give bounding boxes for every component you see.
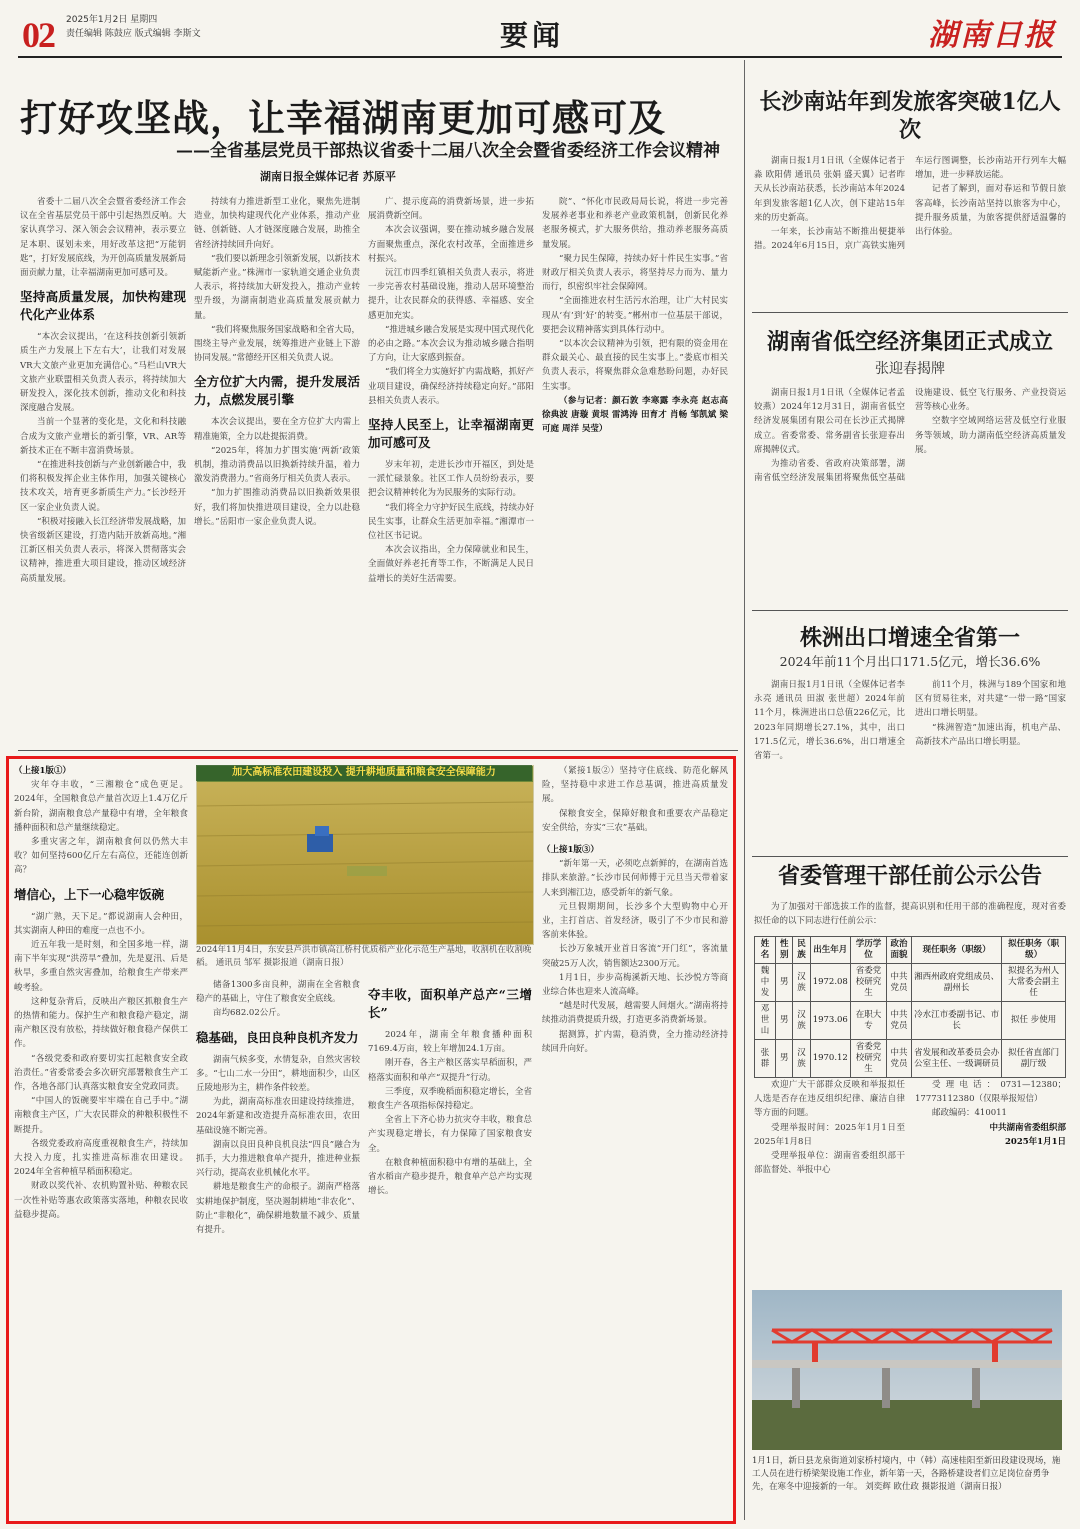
paragraph: 多重灾害之年，湖南粮食何以仍然大丰收？如何坚持600亿斤左右高位，还能连创新高？: [14, 837, 188, 876]
paragraph: 记者了解到，面对春运和节假日旅客高峰，长沙南站坚持以旅客为中心，提升服务质量，为旅客提供舒适温馨的出行体验。: [915, 184, 1066, 238]
feature-column-1: [14, 764, 188, 1519]
paragraph: （紧接1版②）坚持守住底线、防范化解风险，坚持稳中求进工作总基调，推进高质量发展。: [542, 766, 728, 805]
table-row: [755, 1040, 1066, 1078]
reporter-credits: （参与记者：颜石敦 李寒露 李永亮 赵志高 徐典波 唐璇 黄垠 雷鸿涛 田育才 肖畅 邹凯斌 梁可庭 周洋 吴莹）: [542, 395, 728, 435]
table-header: 姓名: [755, 937, 776, 964]
article-column-4: [542, 195, 728, 750]
table-cell: 男: [776, 964, 793, 1002]
paragraph: “推进城乡融合发展是实现中国式现代化的必由之路。”本次会议为推动城乡融合指明了方向，让大家感到振奋。: [368, 324, 534, 364]
paragraph: “2025年，将加力扩围实施‘两新’政策机制，推动消费品以旧换新持续升温，着力激发消费潜力。”省商务厅相关负责人表示。: [194, 445, 360, 485]
article-headline-lowaltitude: 湖南省低空经济集团正式成立: [766, 329, 1053, 355]
table-cell: 1970.12: [810, 1040, 850, 1078]
paragraph: “中国人的饭碗要牢牢端在自己手中。”湖南粮食主产区，广大农民群众的种粮积极性不断提升。: [14, 1096, 188, 1135]
table-row: [755, 964, 1066, 1002]
paragraph: 灾年夺丰收，“三湘粮仓”成色更足。2024年，全国粮食总产量首次迈上1.4万亿斤新台阶，湖南粮食总产量稳中有增，全年粮食播种面积和总产量继续稳定。: [14, 780, 188, 833]
table-cell: 男: [776, 1040, 793, 1078]
paragraph: 储备1300多亩良种，湖南在全省粮食稳产的基础上，守住了粮食安全底线。: [196, 980, 360, 1005]
article-column-1: [20, 195, 186, 750]
paragraph: “湖广熟，天下足。”都说湖南人会种田，其实湖南人种田的难度一点也不小。: [14, 911, 188, 936]
paragraph: 保粮食安全，保障好粮食和重要农产品稳定安全供给，夯实“三农”基础。: [542, 808, 728, 833]
paragraph: “本次会议提出，‘在这科技创新引领新质生产力发展上下左右大’，让我们对发展VR大文旅产业更加充满信心。”马栏山VR大文旅产业联盟相关负责人表示，将持续加大研发投入，深化技术创新，推动文化和科技深度融合发展。: [20, 332, 186, 414]
divider: [752, 856, 1068, 857]
table-cell: 中共党员: [887, 1040, 912, 1078]
paragraph: 在粮食种植面积稳中有增的基础上，全省水稻亩产稳步提升，粮食单产总产均实现增长。: [368, 1157, 532, 1197]
paragraph: 岁末年初，走进长沙市开福区，到处是一派忙碌景象。社区工作人员纷纷表示，要把会议精神转化为为民服务的实际行动。: [368, 460, 534, 499]
section-subhead: 坚持人民至上，让幸福湖南更加可感可及: [368, 417, 534, 451]
section-subhead: 夺丰收，面积单产总产“三增长”: [368, 987, 532, 1020]
paragraph: 为此，湖南高标准农田建设持续推进，2024年新建和改造提升高标准农田，农田基础设施不断完善。: [196, 1097, 360, 1136]
table-cell: 中共党员: [887, 964, 912, 1002]
table-header: 政治面貌: [887, 937, 912, 964]
header-rule: [18, 56, 1062, 58]
paragraph: 全省上下齐心协力抗灾夺丰收，粮食总产实现稳定增长，有力保障了国家粮食安全。: [368, 1115, 532, 1154]
article-subheadline: 张迎春揭牌: [875, 361, 945, 377]
table-cell: 汉族: [793, 1040, 810, 1078]
table-cell: 邓世山: [755, 1002, 776, 1040]
paragraph: 财政以奖代补、农机购置补贴、种粮农民一次性补贴等惠农政策落实落地，种粮农民收益稳步提高。: [14, 1181, 188, 1220]
paragraph: “加力扩围推动消费品以旧换新效果很好，我们将加快推进项目建设，全力以赴稳增长。”岳阳市一家企业负责人说。: [194, 488, 360, 527]
table-cell: 冷水江市委副书记、市长: [912, 1002, 1002, 1040]
paragraph: “全面推进农村生活污水治理，让广大村民实现从‘有’到‘好’的转变。”郴州市一位基层干部说，要把会议精神落实到具体行动中。: [542, 296, 728, 335]
continuation-label: （上接1版①）: [14, 766, 71, 776]
paragraph: 近五年我一是时刻，和全国多地一样，湖南下半年实现“洪涝旱”叠加，先是夏汛、后是秋旱，多重自然灾害叠加，给粮食生产带来严峻考验。: [14, 940, 188, 993]
table-cell: 省委党校研究生: [850, 1040, 886, 1078]
table-cell: 张 群: [755, 1040, 776, 1078]
paragraph: 元旦假期期间，长沙多个大型购物中心开业，主打首店、首发经济，吸引了不少市民和游客前来体验。: [542, 901, 728, 941]
paragraph: “各级党委和政府要切实扛起粮食安全政治责任。”省委常委会多次研究部署粮食生产工作，各地各部门认真落实粮食安全党政同责。: [14, 1053, 188, 1093]
notice-body: [754, 1078, 1066, 1234]
paragraph: 一年来，长沙南站不断推出便捷举措。2024年6月15日，京广高铁实施列车运行图调整，长沙南站开行列车大幅增加，进一步释放运能。: [754, 156, 1066, 252]
candidate-table: [754, 936, 1066, 1078]
main-headline: 打好攻坚战，让幸福湖南更加可感可及: [20, 96, 666, 140]
paragraph: 湖南日报1月1日讯（全媒体记者李永亮 通讯员 田淑 张世超）2024年前11个月，株洲进出口总值226亿元，比2023年同期增长27.1%，其中，出口171.5亿元，增长36.6%，出口增速全省第一。: [754, 680, 905, 762]
table-header-row: [755, 937, 1066, 964]
paragraph: 据测算，扩内需，稳消费，全力推动经济持续回升向好。: [542, 1029, 728, 1054]
notice-signature: 中共湖南省委组织部: [989, 1122, 1066, 1133]
paragraph: “我们将聚焦服务国家战略和全省大局，围绕主导产业发展，统筹推进产业链上下游协同发展。”常德经开区相关负责人说。: [194, 324, 360, 364]
paragraph: 本次会议指出，全力保障就业和民生，全面做好养老托育等工作，不断满足人民日益增长的美好生活需要。: [368, 545, 534, 584]
paragraph: 广、提示度高的消费新场景，进一步拓展消费新空间。: [368, 197, 534, 222]
table-row: [755, 1002, 1066, 1040]
paragraph: “以本次会议精神为引领，把有限的资金用在群众最关心、最直接的民生实事上。”娄底市相关负责人表示，将聚焦群众急难愁盼问题，办好民生实事。: [542, 339, 728, 392]
paragraph: 三季度，双季晚稻面积稳定增长，全省粮食生产各项指标保持稳定。: [368, 1086, 532, 1112]
article-column-2: [194, 195, 360, 750]
paragraph: 本次会议提出，要在全方位扩大内需上精准施策，全力以赴提振消费。: [194, 417, 360, 442]
feature-column-3: [368, 978, 532, 1518]
paragraph: 前11个月，株洲与189个国家和地区有贸易往来，对共建“一带一路”国家进出口增长明显。: [915, 680, 1066, 719]
table-cell: 拟提名为州人大常委会副主任: [1002, 964, 1066, 1002]
paragraph: 1月1日，步步高梅溪新天地、长沙悦方等商业综合体也迎来人流高峰。: [542, 972, 728, 998]
paragraph: “我们要以新理念引领新发展，以新技术赋能新产业。”株洲市一家轨道交通企业负责人表示，将持续加大研发投入，推动产业转型升级，为湖南制造业高质量发展贡献力量。: [194, 253, 360, 321]
table-cell: 1972.08: [810, 964, 850, 1002]
paragraph: 为了加强对干部选拔工作的监督，提高识别和任用干部的准确程度，现对省委拟任命的以下同志进行任前公示：: [754, 902, 1066, 927]
paragraph: 湖南日报1月1日讯（全媒体记者于淼 欧阳倩 通讯员 张娟 盛天翼）记者昨天从长沙南站获悉，长沙南站本年2024年到发旅客超1亿人次，创下建站15年来的历史新高。: [754, 156, 905, 223]
paragraph: 本次会议强调，要在推动城乡融合发展方面聚焦重点，深化农村改革，全面推进乡村振兴。: [368, 225, 534, 264]
table-cell: 在职大专: [850, 1002, 886, 1040]
table-cell-part: 拟任: [1011, 1015, 1029, 1025]
paragraph: 这种复杂背后，反映出产粮区抓粮食生产的热情和能力。保护生产和粮食稳产稳定，湖南产粮区没有放松，持续做好粮食稳产保供工作。: [14, 996, 188, 1050]
paragraph: 持续有力推进新型工业化，聚焦先进制造业，加快构建现代化产业体系，推动产业链、创新链、人才链深度融合发展，助推全省经济持续回升向好。: [194, 197, 360, 250]
paragraph: “我们将全力实施好扩内需战略，抓好产业项目建设，确保经济持续稳定向好。”邵阳县相关负责人表示。: [368, 367, 534, 406]
feature-column-2: [196, 978, 360, 1518]
article-changsha-body: [754, 154, 1066, 304]
paragraph: 湖南气候多变，水情复杂，自然灾害较多。“七山二水一分田”，耕地面积少，山区丘陵地形为主，耕作条件较差。: [196, 1054, 360, 1094]
column-divider: [744, 60, 745, 1520]
article-lowaltitude-body: [754, 386, 1066, 596]
table-cell-part: 步使用: [1030, 1015, 1057, 1025]
paragraph: “聚力民生保障，持续办好十件民生实事。”省财政厅相关负责人表示，将坚持尽力而为、量力而行，织密织牢社会保障网。: [542, 253, 728, 293]
paragraph: 为推动省委、省政府决策部署，湖南省低空经济发展集团将聚焦低空基础设施建设、低空飞行服务、产业投资运营等核心业务。: [754, 388, 1066, 484]
paragraph: “积极对接融入长江经济带发展战略，加快省级新区建设，打造内陆开放新高地。”湘江新区相关负责人表示，将深入贯彻落实会议精神，推进重大项目建设，推动区域经济高质量发展。: [20, 516, 186, 584]
article-headline-zhuzhou: 株洲出口增速全省第一: [799, 625, 1020, 651]
paragraph: 湖南日报1月1日讯（全媒体记者孟姣燕）2024年12月31日，湖南省低空经济发展集团有限公司在长沙正式揭牌成立。省委常委、常务副省长张迎春出席揭牌仪式。: [754, 388, 905, 455]
table-cell: 拟任省直部门副厅级: [1002, 1040, 1066, 1078]
paragraph: 受理举报单位：湖南省委组织部干部监督处、举报中心: [754, 1151, 905, 1176]
paragraph: 空数字空域网络运营及低空行业服务等领域，助力湖南低空经济高质量发展。: [915, 416, 1066, 455]
newspaper-logo: 湖南日报: [928, 18, 1056, 53]
paragraph: 受理举报时间：2025年1月1日至2025年1月8日: [754, 1122, 905, 1147]
table-cell: 中共党员: [887, 1002, 912, 1040]
paragraph: 省委十二届八次全会暨省委经济工作会议在全省基层党员干部中引起热烈反响。大家认真学习、深入领会会议精神，表示要立足本职、谋划未来，用好改革这把“万能钥匙”，打好发展底线，为开创高质量发展新局面贡献力量，让幸福湖南更加可感可及。: [20, 197, 186, 279]
article-headline-changsha: 长沙南站年到发旅客突破1亿人次: [759, 89, 1061, 143]
bridge-photo-caption: 1月1日，新日县龙泉街道刘家桥村境内，中（韩）高速桂阳至新田段建设现场，施工人员在进行桥梁架设施工作业，新年第一天，各路桥建设者们立足岗位奋勇争先，在寒冬中迎接新的一年。 刘奕辉 欧仕政 摄影报道（湖南日报）: [752, 1456, 1061, 1492]
feature-column-4: [542, 764, 728, 1519]
table-header: 现任职务（职级）: [912, 937, 1002, 964]
table-cell: 1973.06: [810, 1002, 850, 1040]
paragraph: 当前一个显著的变化是，文化和科技融合成为文旅产业增长的新引擎，VR、AR等新技术正在不断丰富消费场景。: [20, 417, 186, 456]
section-subhead: 坚持高质量发展，加快构建现代化产业体系: [20, 289, 186, 323]
article-column-3: [368, 195, 534, 750]
article-zhuzhou-body: [754, 678, 1066, 848]
table-cell: 魏中发: [755, 964, 776, 1002]
main-subheadline: ——全省基层党员干部热议省委十二届八次全会暨省委经济工作会议精神: [176, 141, 720, 161]
photo-caption: 2024年11月4日，东安县芦洪市镇高江桥村优质稻产业化示范生产基地，收割机在收割晚稻。 通讯员 邹军 摄影报道（湖南日报）: [196, 945, 532, 968]
table-header: 出生年月: [810, 937, 850, 964]
paragraph: “在推进科技创新与产业创新融合中，我们将积极发挥企业主体作用，加强关键核心技术攻关，培育更多新质生产力。”长沙经开区一家企业负责人说。: [20, 460, 186, 513]
table-cell: [1002, 1002, 1066, 1040]
continuation-label: （上接1版③）: [542, 845, 599, 856]
rice-field-image: [197, 766, 533, 944]
section-subhead: 全方位扩大内需，提升发展活力，点燃发展引擎: [194, 374, 360, 408]
article-subheadline: 2024年前11个月出口171.5亿元，增长36.6%: [779, 654, 1041, 669]
paragraph: 邮政编码：410011: [932, 1108, 1007, 1119]
paragraph: 刚开春，各主产粮区落实早稻面积，严格落实面积和单产“双提升”行动。: [368, 1058, 532, 1083]
table-header: 性别: [776, 937, 793, 964]
paragraph: “越是时代发展，越需要人间烟火。”湖南将持续推动消费提质升级，打造更多消费新场景。: [542, 1001, 728, 1026]
paragraph: 各级党委政府高度重视粮食生产，持续加大投入力度，扎实推进高标准农田建设。2024年全省种植早稻面积稳定。: [14, 1138, 188, 1178]
section-subhead: 稳基础，良田良种良机齐发力: [196, 1029, 359, 1045]
divider: [18, 750, 738, 751]
notice-headline: 省委管理干部任前公示公告: [777, 863, 1042, 889]
paragraph: 院”、“怀化市民政局局长说，将进一步完善发展养老事业和养老产业政策机制，创新民化养老服务模式，扩大服务供给，推动养老服务高质量发展。: [542, 197, 728, 250]
table-cell: 省委党校研究生: [850, 964, 886, 1002]
byline: 湖南日报全媒体记者 苏原平: [260, 170, 396, 183]
table-header: 学历学位: [850, 937, 886, 964]
divider: [752, 312, 1068, 313]
notice-date: 2025年1月1日: [1005, 1136, 1066, 1147]
bridge-construction-image: [752, 1290, 1062, 1450]
table-cell: 男: [776, 1002, 793, 1040]
paragraph: 欢迎广大干部群众反映和举报拟任人选是否存在违反组织纪律、廉洁自律等方面的问题。: [754, 1080, 905, 1119]
paragraph: 2024年，湖南全年粮食播种面积7169.4万亩，较上年增加24.1万亩。: [368, 1030, 532, 1055]
notice-intro: [754, 900, 1066, 932]
paragraph: “株洲智造”加速出海，机电产品、高新技术产品出口增长明显。: [915, 722, 1066, 747]
table-cell: 汉族: [793, 964, 810, 1002]
divider: [752, 610, 1068, 611]
table-cell: 汉族: [793, 1002, 810, 1040]
paragraph: 受理电话：0731—12380；17773112380（仅限举报短信）: [915, 1080, 1066, 1105]
paragraph: 亩均682.02公斤。: [213, 1008, 286, 1019]
page-number: 02: [22, 15, 54, 55]
section-title: 要闻: [500, 19, 565, 52]
editors-line: 责任编辑 陈鼓应 版式编辑 李斯文: [66, 29, 201, 39]
section-subhead: 增信心，上下一心稳牢饭碗: [14, 886, 165, 902]
photo-banner: 加大高标准农田建设投入 提升耕地质量和粮食安全保障能力: [196, 765, 532, 781]
table-header: 民族: [793, 937, 810, 964]
table-cell: 省发展和改革委员会办公室主任、一级调研员: [912, 1040, 1002, 1078]
paragraph: 长沙万象城开业首日客流“开门红”，客流量突破25万人次，销售额达2300万元。: [542, 944, 728, 969]
table-header: 拟任职务（职级）: [1002, 937, 1066, 964]
table-cell: 湘西州政府党组成员、副州长: [912, 964, 1002, 1002]
paragraph: 湖南以良田良种良机良法“四良”融合为抓手，大力推进粮食单产提升，推进种业振兴行动，提高农业机械化水平。: [196, 1139, 360, 1179]
paragraph: 沅江市四季红镇相关负责人表示，将进一步完善农村基础设施，推动人居环境整治提升，让农民群众的获得感、幸福感、安全感更加充实。: [368, 268, 534, 321]
harvest-photo: [196, 765, 534, 945]
paragraph: “新年第一天，必须吃点新鲜的，在湖南首选排队来旅游。”长沙市民何师傅于元旦当天带着家人来到湘江边，感受新年的新气象。: [542, 859, 728, 898]
date-line: 2025年1月2日 星期四: [66, 15, 158, 25]
paragraph: 耕地是粮食生产的命根子。湖南严格落实耕地保护制度，坚决遏制耕地“非农化”、防止“非粮化”，确保耕地数量不减少、质量有提升。: [196, 1182, 360, 1236]
bridge-photo: [752, 1290, 1062, 1450]
paragraph: “我们将全力守护好民生底线，持续办好民生实事，让群众生活更加幸福。”湘潭市一位社区书记说。: [368, 502, 534, 542]
